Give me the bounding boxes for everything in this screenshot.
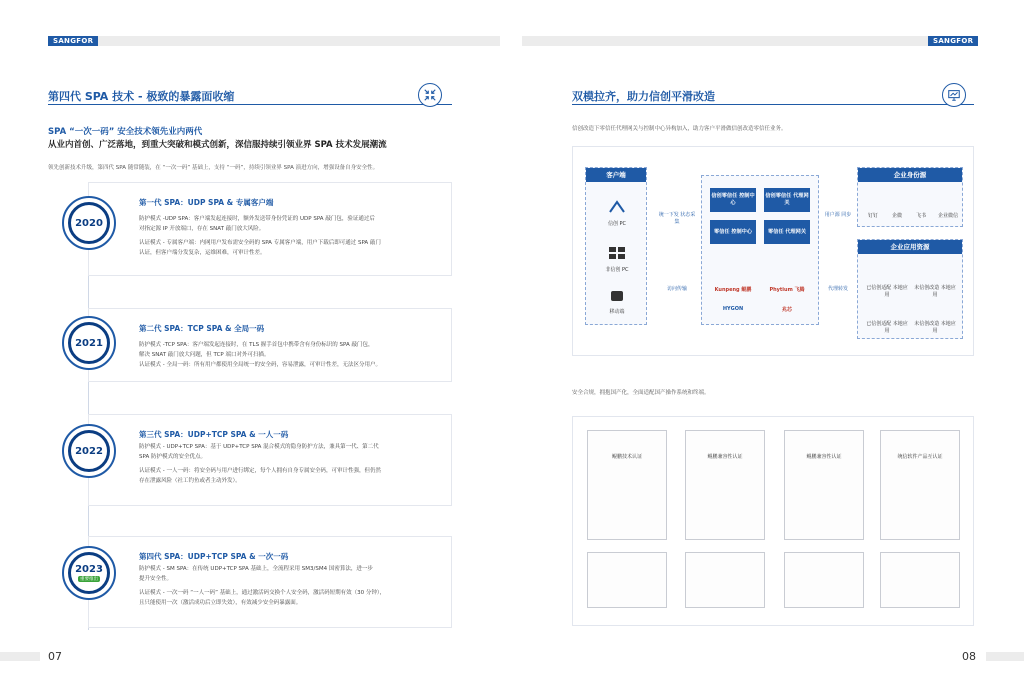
new-badge: 重要推出 [80,577,98,582]
year-number: 2022 [75,445,103,457]
identity-item: 企微 [891,213,902,219]
card-title: 第二代 SPA：TCP SPA & 全局一码 [139,324,265,333]
client-item: 信创 PC [607,221,627,227]
brand-label-right: SANGFOR [928,36,978,46]
client-panel-header: 客户端 [586,168,646,182]
card-line: 防护模式 -UDP SPA：客户端发起连接时，额外发送带身份凭证的 UDP SPA 敲门包，验证通过后 [139,216,375,222]
center-box: 信创零信任 代理网关 [764,188,810,212]
year-number: 2020 [75,217,103,229]
cert-title: 统信软件产品互认证 [897,454,943,460]
vendor-logo: 兆芯 [781,307,792,313]
vendor-logo: Kunpeng 鲲鹏 [714,287,752,293]
arrow-label: 统一下发 状态采集 [658,212,696,225]
certificate [587,552,667,608]
certificate [685,552,765,608]
vendor-logo: Phytium 飞腾 [769,287,805,293]
certificate [880,430,960,540]
identity-panel-header: 企业身份源 [858,168,962,182]
spa-gen2-card [88,308,452,382]
certificate [685,430,765,540]
card-line: 且只能使用一次（激活成功后立即失效），有效减少安全码暴露面。 [139,600,302,606]
arrow-label: 用户源 同步 [824,212,852,218]
top-bar-left [48,36,500,46]
identity-item: 飞书 [915,213,926,219]
spa-gen3-card [88,414,452,506]
android-icon [608,288,626,302]
card-line: 提升安全性。 [139,576,173,582]
vendor-logo: HYGON [722,306,744,312]
shrink-arrows-icon [418,83,442,107]
center-box: 零信任 代理网关 [764,220,810,244]
spa-gen4-card [88,536,452,628]
identity-item: 钉钉 [867,213,878,219]
architecture-diagram [572,146,974,356]
identity-item: 企业微信 [937,213,958,219]
card-line: 认证模式 - 一人一码：将安全码与用户进行绑定，每个人拥有自身专属安全码，可审计性强，但仍然 [139,468,381,474]
center-panel [701,175,819,325]
apps-panel-header: 企业应用资源 [858,240,962,254]
year-badge-2022 [62,424,116,478]
card-line: 防护模式 -TCP SPA：客户端发起连接时，在 TLS 握手首包中携带含有身份标识的 SPA 敲门包， [139,342,374,348]
brand-label-left: SANGFOR [48,36,98,46]
center-box: 零信任 控制中心 [710,220,756,244]
card-line: SPA 防护模式的安全优点。 [139,454,206,460]
monitor-chart-icon [942,83,966,107]
arrow-label: 访问传输 [666,286,687,292]
app-item: 已信创适配 本地应用 [866,321,908,334]
card-line: 解决 SNAT 敲门放大问题，但 TCP 端口对外可扫描。 [139,352,270,358]
client-item: 非信创 PC [605,267,629,273]
left-subtitle-2: 从业内首创、广泛落地，到重大突破和模式创新，深信服持续引领业界 SPA 技术发展潮流 [48,140,387,150]
identity-panel [857,167,963,227]
year-number: 2023 [75,564,103,575]
card-line: 认证模式 - 一次一码 “一人一码” 基础上，通过激活码交换个人安全码，激活码短期有效（30 分钟）， [139,590,386,596]
client-item: 移动端 [609,309,625,315]
bottom-bar-right [986,652,1024,661]
right-title-underline [572,104,974,105]
cert-caption: 安全合规，拥抱国产化，全面适配国产操作系统和终端。 [572,390,710,396]
certificate [587,430,667,540]
apps-panel [857,239,963,339]
app-item: 未信创改造 本地应用 [914,321,956,334]
year-badge-2023 [62,546,116,600]
year-badge-2021 [62,316,116,370]
app-item: 已信创适配 本地应用 [866,285,908,298]
card-line: 认证，但客户端分发复杂，运维困难，可审计性差。 [139,250,266,256]
card-line: 防护模式 - UDP+TCP SPA：基于 UDP+TCP SPA 混合模式的隐身防护方法，兼具第一代、第二代 [139,444,379,450]
kylin-logo-icon [608,200,626,214]
card-title: 第三代 SPA：UDP+TCP SPA & 一人一码 [139,430,289,439]
card-line: 存在泄露风险（社工钓鱼或者主动外发）。 [139,478,241,484]
left-subtitle-1: SPA “一次一码” 安全技术领先业内两代 [48,127,203,137]
card-line: 防护模式 - SM SPA：在传统 UDP+TCP SPA 基础上，全流程采用 SM3/SM4 国密算法，进一步 [139,566,373,572]
year-number: 2021 [75,337,103,349]
card-line: 认证模式 - 专属客户端：内网用户发布需安全码的 SPA 专属客户端，用户下载后即可通过 SPA 敲门 [139,240,381,246]
cert-title: 鲲鹏兼容性认证 [806,454,842,460]
spa-gen1-card [88,182,452,276]
certificate [784,552,864,608]
card-title: 第一代 SPA：UDP SPA & 专属客户端 [139,198,274,207]
left-intro: 领先创新技术升级，第四代 SPA 随常随装，在 “一次一码” 基础上，支持 “一码”，持续引领业界 SPA 演进方向，增强设备自身安全性。 [48,165,379,171]
arrow-label: 代理转发 [827,286,848,292]
left-title-underline [48,104,452,105]
right-section-title: 双模拉齐，助力信创平滑改造 [572,90,715,103]
card-line: 认证模式 - 全局一码：所有用户都使用全局统一的安全码，容易泄露，可审计性差，无法区分用户。 [139,362,381,368]
right-intro: 信创改造下零信任代理网关与控制中心异构加入，助力客户平滑做信创改造零信任业务。 [572,126,787,132]
left-section-title: 第四代 SPA 技术 - 极致的暴露面收缩 [48,90,235,103]
center-box: 信创零信任 控制中心 [710,188,756,212]
client-panel [585,167,647,325]
page-number-left: 07 [48,650,62,663]
card-title: 第四代 SPA：UDP+TCP SPA & 一次一码 [139,552,289,561]
certificate [880,552,960,608]
certificate [784,430,864,540]
top-bar-right [522,36,974,46]
year-badge-2020 [62,196,116,250]
bottom-bar-left [0,652,40,661]
windows-icon [608,246,626,260]
page-number-right: 08 [962,650,976,663]
app-item: 未信创改造 本地应用 [914,285,956,298]
cert-title: 鲲鹏兼容性认证 [707,454,743,460]
card-line: 对指定源 IP 开放端口，存在 SNAT 敲门放大风险。 [139,226,265,232]
cert-title: 鲲鹏技术认证 [611,454,642,460]
